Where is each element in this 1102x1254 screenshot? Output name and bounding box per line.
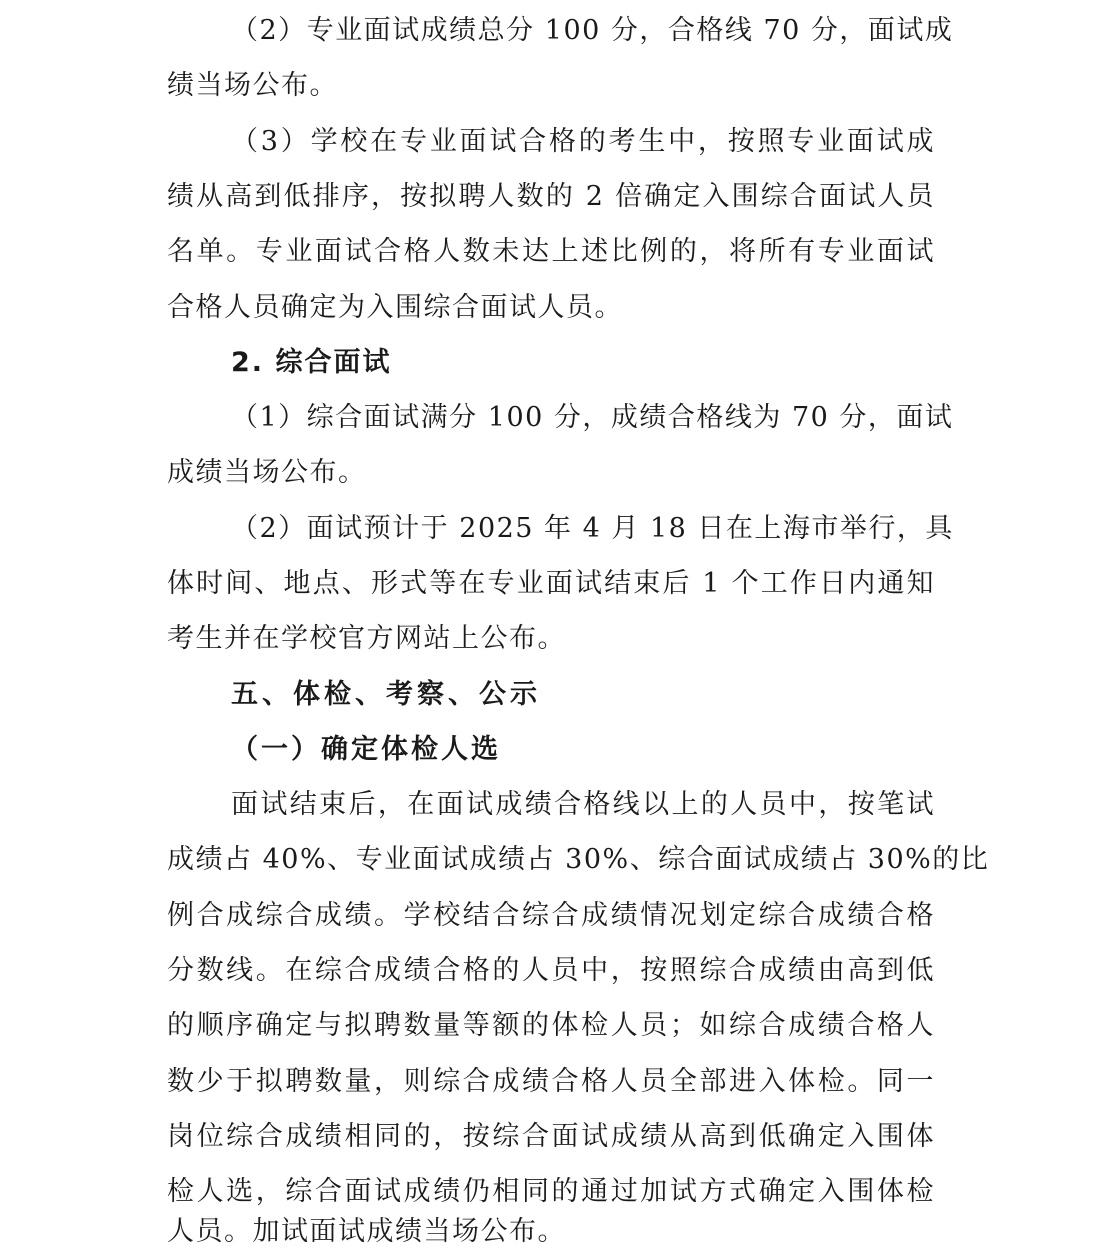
paragraph-comprehensive-interview-2-line-3: 考生并在学校官方网站上公布。 [167,623,566,654]
paragraph-exam-selection-line-6: 数少于拟聘数量，则综合成绩合格人员全部进入体检。同一 [167,1066,935,1097]
paragraph-exam-selection-line-2: 成绩占 40%、专业面试成绩占 30%、综合面试成绩占 30%的比 [167,844,990,875]
paragraph-exam-selection-line-3: 例合成综合成绩。学校结合综合成绩情况划定综合成绩合格 [167,900,935,931]
paragraph-professional-interview-2-line-1: （2）专业面试成绩总分 100 分，合格线 70 分，面试成 [231,15,954,46]
paragraph-exam-selection-line-5: 的顺序确定与拟聘数量等额的体检人员；如综合成绩合格人 [167,1010,935,1041]
section-heading-comprehensive-interview: 2. 综合面试 [231,347,392,378]
paragraph-professional-interview-3-line-4: 合格人员确定为入围综合面试人员。 [167,292,623,323]
paragraph-comprehensive-interview-2-line-1: （2）面试预计于 2025 年 4 月 18 日在上海市举行，具 [231,513,954,544]
paragraph-professional-interview-3-line-1: （3）学校在专业面试合格的考生中，按照专业面试成 [231,126,935,157]
paragraph-exam-selection-line-8: 检人选，综合面试成绩仍相同的通过加试方式确定入围体检 [167,1176,935,1207]
paragraph-exam-selection-line-4: 分数线。在综合成绩合格的人员中，按照综合成绩由高到低 [167,955,935,986]
paragraph-exam-selection-line-1: 面试结束后，在面试成绩合格线以上的人员中，按笔试 [231,789,935,820]
paragraph-professional-interview-3-line-2: 绩从高到低排序，按拟聘人数的 2 倍确定入围综合面试人员 [167,181,935,212]
paragraph-exam-selection-line-7: 岗位综合成绩相同的，按综合面试成绩从高到低确定入围体 [167,1121,935,1152]
section-heading-physical-exam: 五、体检、考察、公示 [231,679,541,710]
paragraph-professional-interview-3-line-3: 名单。专业面试合格人数未达上述比例的，将所有专业面试 [167,236,935,267]
subsection-heading-determine-candidates: （一）确定体检人选 [231,734,501,765]
paragraph-professional-interview-2-line-2: 绩当场公布。 [167,70,338,101]
paragraph-comprehensive-interview-1-line-1: （1）综合面试满分 100 分，成绩合格线为 70 分，面试 [231,402,954,433]
paragraph-comprehensive-interview-2-line-2: 体时间、地点、形式等在专业面试结束后 1 个工作日内通知 [167,568,935,599]
paragraph-exam-selection-line-9: 人员。加试面试成绩当场公布。 [167,1216,566,1247]
paragraph-comprehensive-interview-1-line-2: 成绩当场公布。 [167,457,367,488]
